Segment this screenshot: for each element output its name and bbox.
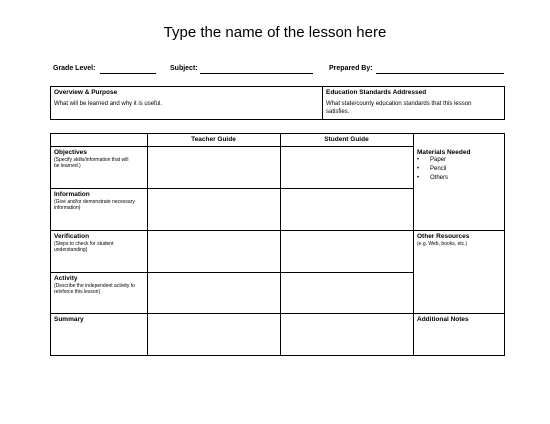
prepared-by-label: Prepared By: (329, 65, 373, 72)
standards-text-line2[interactable]: satisfies. (326, 109, 350, 115)
materials-item[interactable]: • Pencil (417, 165, 448, 174)
right-col-divider (413, 230, 505, 231)
information-student-cell[interactable] (281, 189, 412, 229)
materials-item[interactable]: • Paper (417, 156, 448, 165)
information-desc-line1: (Give and/or demonstrate necessary (54, 199, 135, 205)
additional-notes-cell[interactable] (414, 325, 504, 355)
activity-title: Activity (54, 275, 78, 282)
objectives-desc-line1: (Specify skills/information that will (54, 157, 129, 163)
grade-level-field[interactable] (100, 73, 156, 74)
verification-title: Verification (54, 233, 90, 240)
verification-desc-line2: understanding) (54, 247, 88, 253)
table-col-divider-3 (413, 133, 414, 356)
objectives-teacher-cell[interactable] (148, 147, 279, 187)
student-guide-header: Student Guide (324, 136, 369, 143)
summary-student-cell[interactable] (281, 314, 412, 355)
verification-student-cell[interactable] (281, 231, 412, 271)
objectives-student-cell[interactable] (281, 147, 412, 187)
teacher-guide-header: Teacher Guide (191, 136, 236, 143)
activity-teacher-cell[interactable] (148, 273, 279, 312)
standards-title: Education Standards Addressed (326, 89, 427, 96)
summary-title: Summary (54, 316, 84, 323)
materials-list[interactable] (417, 156, 448, 183)
overview-title: Overview & Purpose (54, 89, 118, 96)
subject-field[interactable] (200, 73, 313, 74)
objectives-title: Objectives (54, 149, 87, 156)
information-teacher-cell[interactable] (148, 189, 279, 229)
activity-desc-line1: (Describe the independent activity to (54, 283, 135, 289)
overview-text[interactable]: What will be learned and why it is useful. (54, 101, 163, 107)
summary-teacher-cell[interactable] (148, 314, 279, 355)
additional-notes-title: Additional Notes (417, 316, 469, 323)
prepared-by-field[interactable] (376, 73, 504, 74)
verification-desc-line1: (Steps to check for student (54, 241, 114, 247)
standards-text-line1[interactable]: What state/county education standards that this lesson (326, 101, 472, 107)
grade-level-label: Grade Level: (53, 65, 96, 72)
information-desc-line2: information) (54, 205, 81, 211)
materials-item[interactable]: • Others (417, 174, 448, 183)
verification-teacher-cell[interactable] (148, 231, 279, 271)
lesson-title[interactable]: Type the name of the lesson here (163, 24, 387, 41)
activity-student-cell[interactable] (281, 273, 412, 312)
other-resources-text[interactable]: (e.g. Web, books, etc.) (417, 241, 468, 247)
information-title: Information (54, 191, 90, 198)
objectives-desc-line2: be learned.) (54, 163, 81, 169)
activity-desc-line2: reinforce this lesson) (54, 289, 101, 295)
subject-label: Subject: (170, 65, 198, 72)
overview-divider (322, 86, 323, 120)
materials-title: Materials Needed (417, 149, 471, 156)
other-resources-title: Other Resources (417, 233, 470, 240)
